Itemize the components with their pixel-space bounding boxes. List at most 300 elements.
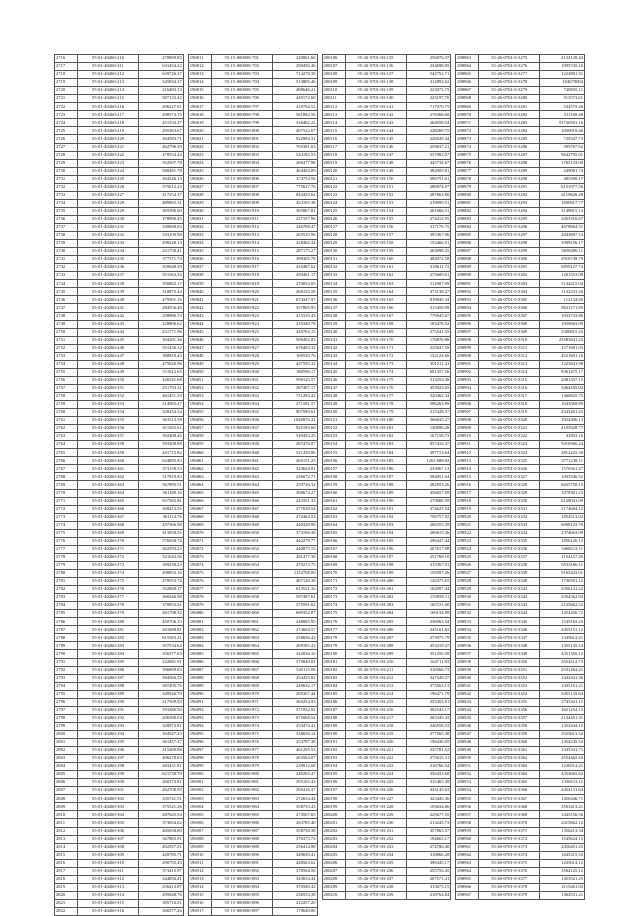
amount-value: 377571.74 bbox=[139, 256, 184, 264]
amount-value: 295363.67 bbox=[139, 127, 184, 135]
table-row bbox=[456, 417, 585, 425]
table-row bbox=[456, 843, 585, 851]
record-code: 55-26-0701-0-3353 bbox=[479, 682, 540, 690]
record-code: 55-26-0701-0-3350 bbox=[479, 658, 540, 666]
table-row bbox=[188, 87, 317, 95]
record-code: 55-26-0701-0-3289 bbox=[479, 167, 540, 175]
row-index: 196851 bbox=[188, 376, 211, 384]
record-code: 55-01-40260-309 bbox=[78, 851, 139, 859]
amount-value: 254455.82 bbox=[272, 674, 317, 682]
record-code: 55-26-5701-03-135 bbox=[345, 55, 406, 63]
table-row bbox=[322, 264, 451, 272]
amount-value: 613521.16 bbox=[272, 586, 317, 594]
row-index: 2807 bbox=[55, 787, 78, 795]
amount-value: 259726.32 bbox=[272, 481, 317, 489]
amount-value: 130096.28 bbox=[406, 425, 451, 433]
record-code: 55-26-5701-03-170 bbox=[345, 336, 406, 344]
row-index: 298966 bbox=[456, 883, 479, 891]
record-code: 55-15-000000-804 bbox=[211, 159, 272, 167]
row-index: 196857 bbox=[188, 425, 211, 433]
row-index: 298864 bbox=[456, 63, 479, 71]
table-row bbox=[322, 151, 451, 159]
table-row bbox=[188, 859, 317, 867]
amount-value: 5468213.11 bbox=[540, 545, 585, 553]
amount-value: 358753.43 bbox=[272, 803, 317, 811]
row-index: 2799 bbox=[55, 722, 78, 730]
amount-value: 587495.76 bbox=[139, 682, 184, 690]
row-index: 200200 bbox=[322, 811, 345, 819]
table-row bbox=[188, 264, 317, 272]
record-code: 55-26-0701-0-3376 bbox=[479, 867, 540, 875]
amount-value: 180596.17 bbox=[272, 368, 317, 376]
row-index: 298944 bbox=[456, 706, 479, 714]
record-code: 55-26-5701-03-234 bbox=[345, 851, 406, 859]
amount-value: 222081.91 bbox=[139, 658, 184, 666]
row-index: 196819 bbox=[188, 119, 211, 127]
record-code: 55-01-40260-237 bbox=[78, 272, 139, 280]
amount-value: 308413.55 bbox=[139, 505, 184, 513]
table-row bbox=[322, 714, 451, 722]
record-code: 55-26-0701-0-3304 bbox=[479, 288, 540, 296]
row-index: 196859 bbox=[188, 441, 211, 449]
row-index: 200140 bbox=[322, 328, 345, 336]
amount-value: 775637.76 bbox=[272, 183, 317, 191]
row-index: 298917 bbox=[456, 489, 479, 497]
record-code: 55-01-40260-216 bbox=[78, 55, 139, 63]
record-code: 55-01-40260-279 bbox=[78, 610, 139, 618]
row-index: 196818 bbox=[188, 111, 211, 119]
record-code: 55-01-40260-312 bbox=[78, 875, 139, 883]
table-row bbox=[55, 513, 184, 521]
amount-value: 449172.60 bbox=[272, 95, 317, 103]
row-index: 2804 bbox=[55, 763, 78, 771]
record-code: 55-26-5701-03-211 bbox=[345, 666, 406, 674]
table-row bbox=[456, 755, 585, 763]
row-index: 196908 bbox=[188, 835, 211, 843]
amount-value: 104679004 bbox=[540, 79, 585, 87]
record-code: 55-26-5701-03-177 bbox=[345, 392, 406, 400]
record-code: 55-15-000000-795 bbox=[211, 87, 272, 95]
table-row bbox=[188, 851, 317, 859]
record-code: 55-01-40260-258 bbox=[78, 441, 139, 449]
amount-value: 1576561.27 bbox=[540, 465, 585, 473]
record-code: 55-26-5701-03-212 bbox=[345, 674, 406, 682]
table-row bbox=[456, 401, 585, 409]
table-row bbox=[188, 360, 317, 368]
row-index: 298882 bbox=[456, 207, 479, 215]
amount-value: 304546.13 bbox=[139, 175, 184, 183]
record-code: 55-26-0701-0-3335 bbox=[479, 537, 540, 545]
row-index: 298911 bbox=[456, 441, 479, 449]
row-index: 200189 bbox=[322, 722, 345, 730]
row-index: 200181 bbox=[322, 658, 345, 666]
row-index: 196825 bbox=[188, 167, 211, 175]
record-code: 55-15-000000-883 bbox=[211, 795, 272, 803]
record-code: 55-26-0701-0-3336 bbox=[479, 545, 540, 553]
table-row bbox=[322, 280, 451, 288]
amount-value: 287663.80 bbox=[406, 191, 451, 199]
table-row bbox=[188, 779, 317, 787]
table-row bbox=[456, 827, 585, 835]
table-row bbox=[456, 143, 585, 151]
row-index: 2775 bbox=[55, 529, 78, 537]
row-index: 200158 bbox=[322, 473, 345, 481]
row-index: 2759 bbox=[55, 401, 78, 409]
record-code: 55-15-000000-808 bbox=[211, 191, 272, 199]
row-index: 2753 bbox=[55, 352, 78, 360]
table-row bbox=[188, 610, 317, 618]
table-row bbox=[456, 175, 585, 183]
row-index: 298960 bbox=[456, 835, 479, 843]
amount-value: 489865.31 bbox=[139, 199, 184, 207]
row-index: 196870 bbox=[188, 529, 211, 537]
amount-value: 234698.85 bbox=[406, 63, 451, 71]
table-row bbox=[456, 312, 585, 320]
table-row bbox=[322, 320, 451, 328]
table-row bbox=[322, 529, 451, 537]
record-code: 55-26-5701-03-236 bbox=[345, 867, 406, 875]
amount-value: 315367.01 bbox=[406, 561, 451, 569]
record-code: 55-26-0701-0-3324 bbox=[479, 449, 540, 457]
row-index: 196860 bbox=[188, 449, 211, 457]
table-row bbox=[188, 240, 317, 248]
record-code: 55-15-000000-836 bbox=[211, 417, 272, 425]
record-code: 55-26-5701-03-231 bbox=[345, 827, 406, 835]
record-code: 55-15-000000-812 bbox=[211, 223, 272, 231]
amount-value: 521450.86 bbox=[272, 449, 317, 457]
record-code: 55-01-40260-305 bbox=[78, 819, 139, 827]
amount-value: 287175.27 bbox=[272, 248, 317, 256]
row-index: 200118 bbox=[322, 151, 345, 159]
amount-value: 9642795.01 bbox=[540, 151, 585, 159]
amount-value: 675068.52 bbox=[272, 714, 317, 722]
table-row bbox=[322, 368, 451, 376]
row-index: 298874 bbox=[456, 143, 479, 151]
amount-value: 280615.36 bbox=[406, 529, 451, 537]
amount-value: 393286.50 bbox=[139, 706, 184, 714]
amount-value: 273975.79 bbox=[406, 634, 451, 642]
amount-value: 4354665.62 bbox=[540, 771, 585, 779]
amount-value: 23585641.22 bbox=[540, 336, 585, 344]
table-row bbox=[55, 618, 184, 626]
table-row bbox=[322, 199, 451, 207]
amount-value: 597487.61 bbox=[272, 594, 317, 602]
row-index: 298961 bbox=[456, 843, 479, 851]
row-index: 196814 bbox=[188, 79, 211, 87]
amount-value: 287476.07 bbox=[272, 441, 317, 449]
table-row bbox=[322, 561, 451, 569]
amount-value: 1854513.02 bbox=[540, 513, 585, 521]
row-index: 298957 bbox=[456, 811, 479, 819]
record-code: 55-26-0701-0-3310 bbox=[479, 336, 540, 344]
row-index: 196815 bbox=[188, 87, 211, 95]
amount-value: 375521.26 bbox=[139, 803, 184, 811]
row-index: 196817 bbox=[188, 103, 211, 111]
record-code: 55-26-0701-0-3314 bbox=[479, 368, 540, 376]
table-row bbox=[188, 819, 317, 827]
record-code: 55-15-000000-800 bbox=[211, 127, 272, 135]
amount-value: 6655758.13 bbox=[540, 481, 585, 489]
record-code: 55-15-000000-846 bbox=[211, 497, 272, 505]
record-code: 55-15-000000-894 bbox=[211, 883, 272, 891]
table-row bbox=[188, 722, 317, 730]
table-row bbox=[322, 738, 451, 746]
record-code: 55-01-40260-247 bbox=[78, 352, 139, 360]
amount-value: 3148815.13 bbox=[540, 207, 585, 215]
amount-value: 393308.88 bbox=[139, 441, 184, 449]
table-row bbox=[322, 272, 451, 280]
row-index: 298908 bbox=[456, 417, 479, 425]
row-index: 2745 bbox=[55, 288, 78, 296]
record-code: 55-15-000000-853 bbox=[211, 553, 272, 561]
amount-value: 461295.53 bbox=[272, 747, 317, 755]
table-row bbox=[188, 602, 317, 610]
table-row bbox=[55, 594, 184, 602]
table-row bbox=[322, 232, 451, 240]
table-row bbox=[188, 674, 317, 682]
table-row bbox=[456, 111, 585, 119]
record-code: 55-26-0701-0-3330 bbox=[479, 497, 540, 505]
row-index: 200161 bbox=[322, 497, 345, 505]
record-code: 55-15-000000-796 bbox=[211, 95, 272, 103]
amount-value: 1040876.31 bbox=[272, 417, 317, 425]
row-index: 2809 bbox=[55, 803, 78, 811]
record-code: 55-26-5701-03-200 bbox=[345, 578, 406, 586]
table-row bbox=[456, 240, 585, 248]
record-code: 55-26-5701-03-194 bbox=[345, 529, 406, 537]
row-index: 2788 bbox=[55, 634, 78, 642]
record-code: 55-26-5701-03-214 bbox=[345, 690, 406, 698]
table-row bbox=[456, 666, 585, 674]
row-index: 298890 bbox=[456, 272, 479, 280]
row-index: 2771 bbox=[55, 497, 78, 505]
row-index: 2726 bbox=[55, 135, 78, 143]
amount-value: 206227.61 bbox=[139, 103, 184, 111]
record-code: 55-26-0701-0-3352 bbox=[479, 674, 540, 682]
table-row bbox=[322, 312, 451, 320]
table-row bbox=[55, 819, 184, 827]
table-row bbox=[188, 666, 317, 674]
record-code: 55-26-5701-03-202 bbox=[345, 594, 406, 602]
amount-value: 371852.92 bbox=[272, 706, 317, 714]
row-index: 298886 bbox=[456, 240, 479, 248]
record-code: 55-15-000000-841 bbox=[211, 457, 272, 465]
row-index: 200134 bbox=[322, 280, 345, 288]
row-index: 196839 bbox=[188, 280, 211, 288]
record-code: 55-26-5701-03-222 bbox=[345, 755, 406, 763]
row-index: 196811 bbox=[188, 55, 211, 63]
amount-value: 196436.05 bbox=[406, 738, 451, 746]
table-row bbox=[322, 578, 451, 586]
amount-value: 256976.37 bbox=[406, 55, 451, 63]
amount-value: 453219.27 bbox=[406, 642, 451, 650]
row-index: 2779 bbox=[55, 561, 78, 569]
table-row bbox=[188, 63, 317, 71]
amount-value: 286974.07 bbox=[406, 183, 451, 191]
record-code: 55-01-40260-311 bbox=[78, 867, 139, 875]
record-code: 55-26-5701-03-237 bbox=[345, 875, 406, 883]
record-code: 55-26-5701-03-178 bbox=[345, 401, 406, 409]
record-code: 55-15-000000-888 bbox=[211, 835, 272, 843]
record-code: 55-15-000000-880 bbox=[211, 771, 272, 779]
table-row bbox=[456, 513, 585, 521]
record-code: 55-26-0701-0-3354 bbox=[479, 690, 540, 698]
table-row bbox=[456, 328, 585, 336]
table-row bbox=[322, 401, 451, 409]
table-row bbox=[188, 698, 317, 706]
table-row bbox=[322, 537, 451, 545]
record-code: 55-26-0701-0-3291 bbox=[479, 183, 540, 191]
amount-value: 361180.16 bbox=[139, 489, 184, 497]
table-row bbox=[322, 610, 451, 618]
record-code: 55-26-0701-0-3334 bbox=[479, 529, 540, 537]
record-code: 55-15-000000-799 bbox=[211, 119, 272, 127]
amount-value: 261798.32 bbox=[139, 610, 184, 618]
amount-value: 239812.68 bbox=[272, 763, 317, 771]
amount-value: 3300815.43 bbox=[540, 328, 585, 336]
table-row bbox=[456, 336, 585, 344]
amount-value: 621738.78 bbox=[139, 771, 184, 779]
row-index: 298863 bbox=[456, 55, 479, 63]
amount-value: 1435161.21 bbox=[540, 682, 585, 690]
amount-value: 1454245.52 bbox=[540, 738, 585, 746]
record-code: 55-26-5701-03-142 bbox=[345, 111, 406, 119]
record-code: 55-26-0701-0-3283 bbox=[479, 119, 540, 127]
record-code: 55-26-0701-0-3285 bbox=[479, 135, 540, 143]
row-index: 298933 bbox=[456, 618, 479, 626]
record-code: 55-26-0701-0-3347 bbox=[479, 634, 540, 642]
amount-value: 178640.86 bbox=[272, 907, 317, 915]
record-code: 55-26-5701-03-179 bbox=[345, 409, 406, 417]
record-code: 55-01-40260-306 bbox=[78, 827, 139, 835]
amount-value: 399305.78 bbox=[272, 256, 317, 264]
table-row bbox=[188, 763, 317, 771]
record-code: 55-15-000000-854 bbox=[211, 561, 272, 569]
table-row bbox=[188, 489, 317, 497]
amount-value: 380810.43 bbox=[139, 352, 184, 360]
table-row bbox=[456, 87, 585, 95]
table-row bbox=[188, 449, 317, 457]
amount-value: 236672.71 bbox=[272, 473, 317, 481]
table-row bbox=[322, 87, 451, 95]
record-code: 55-15-000000-870 bbox=[211, 690, 272, 698]
record-code: 55-01-40260-280 bbox=[78, 618, 139, 626]
amount-value: 4678864.51 bbox=[540, 223, 585, 231]
row-index: 2805 bbox=[55, 771, 78, 779]
amount-value: 366577.26 bbox=[139, 907, 184, 915]
table-row bbox=[188, 232, 317, 240]
table-row bbox=[188, 714, 317, 722]
table-row bbox=[322, 449, 451, 457]
record-code: 55-15-000000-884 bbox=[211, 803, 272, 811]
record-code: 55-15-000000-863 bbox=[211, 634, 272, 642]
amount-value: 196471.79 bbox=[406, 690, 451, 698]
record-code: 55-26-5701-03-173 bbox=[345, 360, 406, 368]
amount-value: 545115.06 bbox=[272, 666, 317, 674]
table-row bbox=[55, 465, 184, 473]
table-row bbox=[188, 71, 317, 79]
row-index: 196892 bbox=[188, 706, 211, 714]
record-code: 55-15-000000-871 bbox=[211, 698, 272, 706]
amount-value: 406278.63 bbox=[139, 755, 184, 763]
table-row bbox=[188, 304, 317, 312]
row-index: 2764 bbox=[55, 441, 78, 449]
row-index: 200207 bbox=[322, 867, 345, 875]
record-code: 55-15-000000-791 bbox=[211, 55, 272, 63]
row-index: 196831 bbox=[188, 215, 211, 223]
table-row bbox=[456, 256, 585, 264]
row-index: 200127 bbox=[322, 223, 345, 231]
record-code: 55-15-000000-855 bbox=[211, 570, 272, 578]
amount-value: 1545163.25 bbox=[540, 618, 585, 626]
amount-value: 411565.61 bbox=[139, 425, 184, 433]
record-code: 55-01-40260-270 bbox=[78, 537, 139, 545]
amount-value: 465658.80 bbox=[139, 827, 184, 835]
record-code: 55-26-5701-03-155 bbox=[345, 215, 406, 223]
row-index: 2806 bbox=[55, 779, 78, 787]
amount-value: 440875.15 bbox=[272, 545, 317, 553]
row-index: 200114 bbox=[322, 119, 345, 127]
record-code: 55-01-40260-213 bbox=[78, 79, 139, 87]
record-code: 55-01-40260-303 bbox=[78, 803, 139, 811]
row-index: 196913 bbox=[188, 875, 211, 883]
table-row bbox=[188, 473, 317, 481]
amount-value: 425145.63 bbox=[406, 787, 451, 795]
row-index: 2781 bbox=[55, 578, 78, 586]
row-index: 2780 bbox=[55, 570, 78, 578]
table-row bbox=[456, 288, 585, 296]
record-code: 55-26-5701-03-185 bbox=[345, 457, 406, 465]
record-code: 55-15-000000-882 bbox=[211, 787, 272, 795]
amount-value: 1924306.13 bbox=[540, 417, 585, 425]
amount-value: 415310.43 bbox=[272, 312, 317, 320]
table-row bbox=[55, 280, 184, 288]
amount-value: 256413.87 bbox=[139, 883, 184, 891]
row-index: 196901 bbox=[188, 779, 211, 787]
row-index: 200169 bbox=[322, 561, 345, 569]
record-code: 55-26-0701-0-3298 bbox=[479, 240, 540, 248]
table-row bbox=[456, 441, 585, 449]
row-index: 196854 bbox=[188, 401, 211, 409]
amount-value: 1033733.86 bbox=[540, 312, 585, 320]
table-row bbox=[456, 183, 585, 191]
row-index: 2721 bbox=[55, 95, 78, 103]
table-row bbox=[188, 907, 317, 915]
table-row bbox=[456, 151, 585, 159]
table-row bbox=[456, 851, 585, 859]
record-code: 55-26-0701-0-3345 bbox=[479, 618, 540, 626]
table-row bbox=[322, 119, 451, 127]
record-code: 55-26-0701-0-3356 bbox=[479, 706, 540, 714]
row-index: 200106 bbox=[322, 55, 345, 63]
record-code: 55-26-0701-0-3339 bbox=[479, 570, 540, 578]
row-index: 200130 bbox=[322, 248, 345, 256]
amount-value: 218764.84 bbox=[406, 891, 451, 899]
table-row bbox=[456, 690, 585, 698]
record-code: 55-26-0701-0-3308 bbox=[479, 320, 540, 328]
record-code: 55-26-5701-03-141 bbox=[345, 103, 406, 111]
row-index: 2786 bbox=[55, 618, 78, 626]
amount-value: 275541.55 bbox=[406, 328, 451, 336]
row-index: 298920 bbox=[456, 513, 479, 521]
amount-value: 314965.47 bbox=[139, 401, 184, 409]
record-code: 55-26-0701-0-3278 bbox=[479, 79, 540, 87]
amount-value: 373654.62 bbox=[139, 819, 184, 827]
amount-value: 395367.96 bbox=[406, 232, 451, 240]
row-index: 2784 bbox=[55, 602, 78, 610]
record-code: 55-26-5701-03-158 bbox=[345, 240, 406, 248]
record-code: 55-15-000000-793 bbox=[211, 71, 272, 79]
